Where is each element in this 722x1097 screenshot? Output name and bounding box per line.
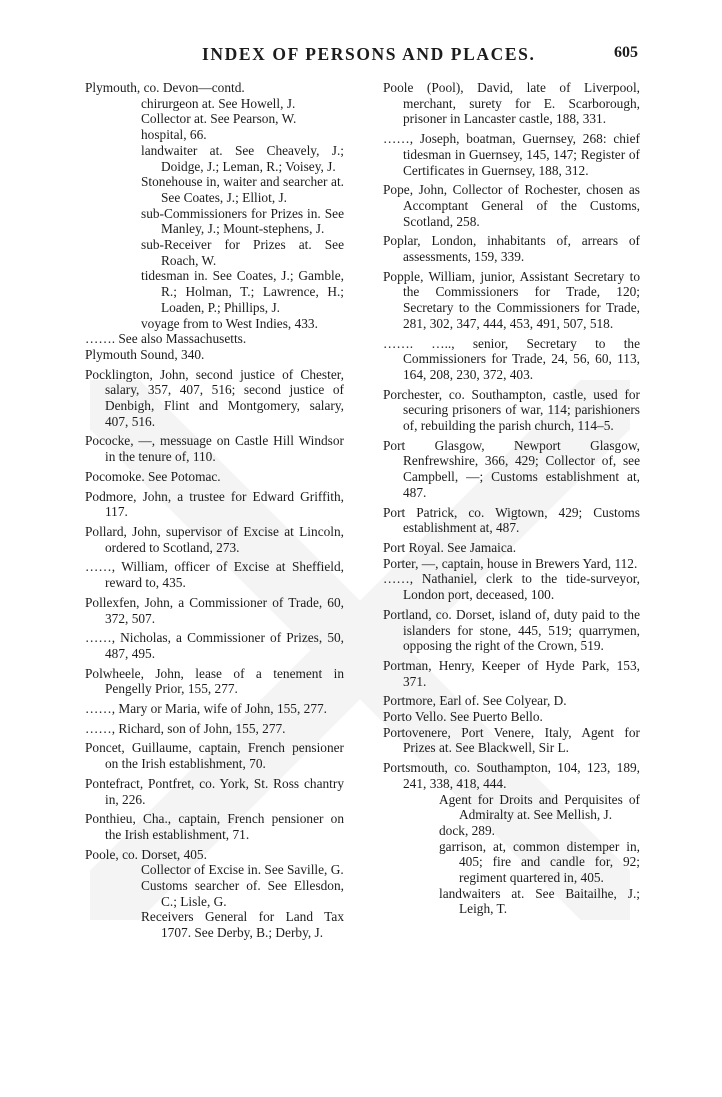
index-entry: Portovenere, Port Venere, Italy, Agent for Prizes at. See Blackwell, Sir L. (383, 724, 640, 756)
index-subentry: sub-Receiver for Prizes at. See Roach, W. (141, 237, 344, 268)
index-entry: Polwheele, John, lease of a tenement in Pengelly Prior, 155, 277. (85, 665, 344, 697)
index-subentry: hospital, 66. (141, 127, 207, 143)
index-entry: Pollexfen, John, a Commissioner of Trade, 60, 372, 507. (85, 594, 344, 626)
index-subentry: dock, 289. (439, 822, 495, 838)
index-entry: Porto Vello. See Puerto Bello. (383, 709, 543, 725)
index-entry: Poncet, Guillaume, captain, French pensioner on the Irish establishment, 70. (85, 740, 344, 772)
index-entry: Popple, William, junior, Assistant Secretary to the Commissioners for Trade, 120; Secretary to the Commissioners for Trade, 281, 302, 347, 444, 453, 491, 507, 518. (383, 268, 640, 331)
index-subentry: landwaiter at. See Cheavely, J.; Doidge, J.; Leman, R.; Voisey, J. (141, 142, 344, 174)
left-index-column (85, 80, 344, 941)
index-subentry: sub-Commissioners for Prizes in. See Manley, J.; Mount-stephens, J. (141, 205, 344, 237)
index-subentry: garrison, at, common distemper in, 405; fire and candle for, 92; regiment quartered in, 405. (439, 838, 640, 886)
index-subentry: tidesman in. See Coates, J.; Gamble, R.; Holman, T.; Lawrence, H.; Loaden, P.; Phillips, J. (141, 268, 344, 315)
index-entry: Pope, John, Collector of Rochester, chosen as Accomptant General of the Customs, Scotland, 258. (383, 182, 640, 229)
index-entry: Pontefract, Pontfret, co. York, St. Ross chantry in, 226. (85, 775, 344, 807)
index-subentry: Collector of Excise in. See Saville, G. (141, 862, 344, 878)
index-entry: ……, Joseph, boatman, Guernsey, 268: chief tidesman in Guernsey, 145, 147; Register of Certificates in Guernsey, 188, 312. (383, 131, 640, 178)
index-entry: Poole, co. Dorset, 405. (85, 846, 207, 862)
index-entry: Pollard, John, supervisor of Excise at Lincoln, ordered to Scotland, 273. (85, 523, 344, 555)
index-subentry: chirurgeon at. See Howell, J. (141, 95, 296, 111)
index-subentry: Receivers General for Land Tax 1707. See Derby, B.; Derby, J. (141, 909, 344, 941)
index-entry: Portland, co. Dorset, island of, duty paid to the islanders for stone, 445, 519; quarrymen, opposing the right of the Crown, 519. (383, 606, 640, 654)
index-subentry: Stonehouse in, waiter and searcher at. See Coates, J.; Elliot, J. (141, 174, 344, 205)
index-entry: ……. ….., senior, Secretary to the Commissioners for Trade, 24, 56, 60, 113, 164, 208, 230, 372, 403. (383, 335, 640, 382)
index-entry: Port Royal. See Jamaica. (383, 539, 517, 555)
index-entry: ……, Mary or Maria, wife of John, 155, 277. (85, 701, 327, 717)
index-entry: Podmore, John, a trustee for Edward Griffith, 117. (85, 488, 344, 520)
page-header (0, 44, 722, 68)
index-subentry: Collector at. See Pearson, W. (141, 111, 297, 127)
index-entry: ……, Nicholas, a Commissioner of Prizes, 50, 487, 495. (85, 630, 344, 661)
index-entry: Plymouth, co. Devon—contd. (85, 80, 245, 95)
index-subentry: Agent for Droits and Perquisites of Admiralty at. See Mellish, J. (439, 791, 640, 823)
index-entry: Porchester, co. Southampton, castle, used for securing prisoners of war, 114; parishioners of, rebuilding the parish church, 114–5. (383, 386, 640, 434)
index-subentry: Customs searcher of. See Ellesdon, C.; Lisle, G. (141, 878, 344, 909)
index-entry: Poplar, London, inhabitants of, arrears of assessments, 159, 339. (383, 233, 640, 265)
index-entry: Portmore, Earl of. See Colyear, D. (383, 693, 567, 709)
page-number: 605 (614, 44, 638, 61)
index-entry: Plymouth Sound, 340. (85, 346, 205, 362)
index-entry: Portman, Henry, Keeper of Hyde Park, 153, 371. (383, 657, 640, 689)
index-entry: ……, Richard, son of John, 155, 277. (85, 720, 286, 736)
index-entry: Pococke, —, messuage on Castle Hill Windsor in the tenure of, 110. (85, 433, 344, 465)
index-subentry: landwaiters at. See Baitailhe, J.; Leigh, T. (439, 885, 640, 917)
index-entry: Ponthieu, Cha., captain, French pensioner on the Irish establishment, 71. (85, 811, 344, 842)
index-entry: Porter, —, captain, house in Brewers Yard, 112. (383, 555, 638, 571)
right-index-column (383, 80, 640, 917)
index-subentry: voyage from to West Indies, 433. (141, 315, 318, 331)
index-entry: Portsmouth, co. Southampton, 104, 123, 189, 241, 338, 418, 444. (383, 760, 640, 791)
index-entry: Pocomoke. See Potomac. (85, 468, 221, 484)
index-entry: Pocklington, John, second justice of Chester, salary, 357, 407, 516; second justice of Denbigh, Flint and Montgomery, salary, 407, 516. (85, 366, 344, 429)
index-entry: Port Glasgow, Newport Glasgow, Renfrewshire, 366, 429; Collector of, see Campbell, —; Customs establishment at, 487. (383, 437, 640, 500)
index-entry: ……, Nathaniel, clerk to the tide-surveyor, London port, deceased, 100. (383, 571, 640, 603)
index-entry: Poole (Pool), David, late of Liverpool, merchant, surety for E. Scarborough, prisoner in Lancaster castle, 188, 331. (383, 80, 640, 127)
index-entry: ……, William, officer of Excise at Sheffield, reward to, 435. (85, 559, 344, 591)
running-title: INDEX OF PERSONS AND PLACES. (202, 44, 536, 64)
index-entry: Port Patrick, co. Wigtown, 429; Customs establishment at, 487. (383, 504, 640, 536)
index-entry: ……. See also Massachusetts. (85, 331, 247, 347)
